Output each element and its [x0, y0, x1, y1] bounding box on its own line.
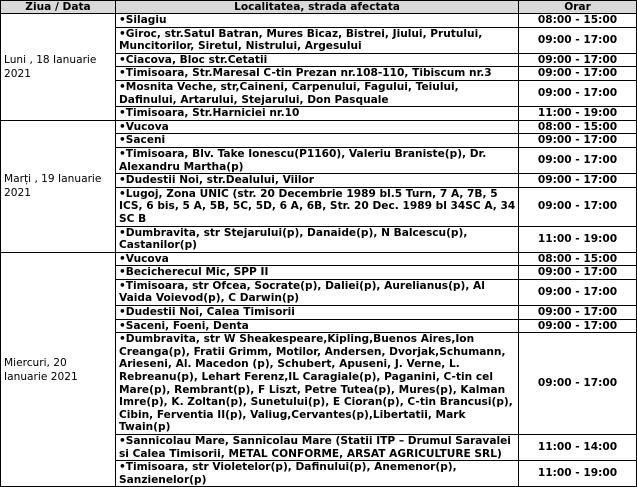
time-cell: 09:00 - 17:00 [519, 80, 637, 106]
time-cell: 09:00 - 17:00 [519, 27, 637, 53]
locality-cell: •Timisoara, Str.Harniciei nr.10 [116, 107, 519, 121]
time-cell: 11:00 - 19:00 [519, 226, 637, 252]
time-cell: 09:00 - 17:00 [519, 333, 637, 435]
time-cell: 09:00 - 17:00 [519, 67, 637, 81]
time-cell: 09:00 - 17:00 [519, 279, 637, 305]
time-cell: 08:00 - 15:00 [519, 252, 637, 266]
time-cell: 08:00 - 15:00 [519, 14, 637, 28]
locality-cell: •Sannicolau Mare, Sannicolau Mare (Statii ITP – Drumul Saravalei si Calea Timisorii, METAL CONFORME, ARSAT AGRICULTURE SRL) [116, 435, 519, 461]
time-cell: 08:00 - 15:00 [519, 120, 637, 134]
locality-cell: •Lugoj, Zona UNIC (str. 20 Decembrie 1989 bl.5 Turn, 7 A, 7B, 5 ICS, 6 bis, 5 A, 5B, 5C, 5D, 6 A, 6B, Str. 20 Dec. 1989 bl 34SC A, 34 SC B [116, 187, 519, 226]
time-cell: 09:00 - 17:00 [519, 266, 637, 280]
header-day: Ziua / Data [1, 1, 116, 14]
time-cell: 09:00 - 17:00 [519, 53, 637, 67]
locality-cell: •Becicherecul Mic, SPP II [116, 266, 519, 280]
locality-cell: •Timisoara, Str.Maresal C-tin Prezan nr.108-110, Tibiscum nr.3 [116, 67, 519, 81]
locality-cell: •Timisoara, Blv. Take Ionescu(P1160), Valeriu Braniste(p), Dr. Alexandru Martha(p) [116, 147, 519, 173]
locality-cell: •Dumbravita, str W Sheakespeare,Kipling,Buenos Aires,Ion Creanga(p), Fratii Grimm, Motilor, Andersen, Dvorjak,Schumann, Arieseni, Al. Macedon (p), Schubert, Apuseni, J. Verne, L. Rebreanu(p), Lehart Ferenz,IL Caragiale(p), Paganini, C-tin cel Mare(p), Rembrant(p), F Liszt, Petre Tutea(p), Mures(p), Kalman Imre(p), K. Zoltan(p), Sunetului(p), E Cioran(p), C-tin Brancusi(p), Cibin, Ferventia II(p), Valiug,Cervantes(p),Libertatii, Mark Twain(p) [116, 333, 519, 435]
time-cell: 09:00 - 17:00 [519, 319, 637, 333]
time-cell: 09:00 - 17:00 [519, 147, 637, 173]
time-cell: 09:00 - 17:00 [519, 187, 637, 226]
day-cell: Luni , 18 Ianuarie 2021 [1, 14, 116, 121]
header-row [1, 1, 637, 14]
locality-cell: •Dudestii Noi, str.Dealului, Viilor [116, 174, 519, 188]
time-cell: 11:00 - 19:00 [519, 107, 637, 121]
locality-cell: •Ciacova, Bloc str.Cetatii [116, 53, 519, 67]
time-cell: 11:00 - 14:00 [519, 435, 637, 461]
locality-cell: •Timisoara, str Violetelor(p), Dafinului(p), Anemenor(p), Sanzienelor(p) [116, 461, 519, 487]
locality-cell: •Timisoara, str Ofcea, Socrate(p), Daliei(p), Aurelianus(p), Al Vaida Voievod(p), C Darwin(p) [116, 279, 519, 305]
day-cell: Marți , 19 Ianuarie 2021 [1, 120, 116, 252]
table-row [1, 14, 637, 28]
table-row [1, 120, 637, 134]
locality-cell: •Saceni, Foeni, Denta [116, 319, 519, 333]
locality-cell: •Vucova [116, 252, 519, 266]
locality-cell: •Dumbravita, str Stejarului(p), Danaide(p), N Balcescu(p), Castanilor(p) [116, 226, 519, 252]
locality-cell: •Saceni [116, 134, 519, 148]
time-cell: 09:00 - 17:00 [519, 134, 637, 148]
table-row [1, 252, 637, 266]
locality-cell: •Giroc, str.Satul Batran, Mures Bicaz, Bistrei, Jiului, Prutului, Muncitorilor, Siretul, Nistrului, Argesului [116, 27, 519, 53]
locality-cell: •Vucova [116, 120, 519, 134]
time-cell: 09:00 - 17:00 [519, 306, 637, 320]
locality-cell: •Mosnita Veche, str,Caineni, Carpenului, Fagului, Teiului, Dafinului, Artarului, Stejarului, Don Pasquale [116, 80, 519, 106]
locality-cell: •Silagiu [116, 14, 519, 28]
header-time: Orar [519, 1, 637, 14]
locality-cell: •Dudestii Noi, Calea Timisorii [116, 306, 519, 320]
time-cell: 11:00 - 19:00 [519, 461, 637, 487]
time-cell: 09:00 - 17:00 [519, 174, 637, 188]
header-locality: Localitatea, strada afectata [116, 1, 519, 14]
day-cell: Miercuri, 20 Ianuarie 2021 [1, 252, 116, 487]
